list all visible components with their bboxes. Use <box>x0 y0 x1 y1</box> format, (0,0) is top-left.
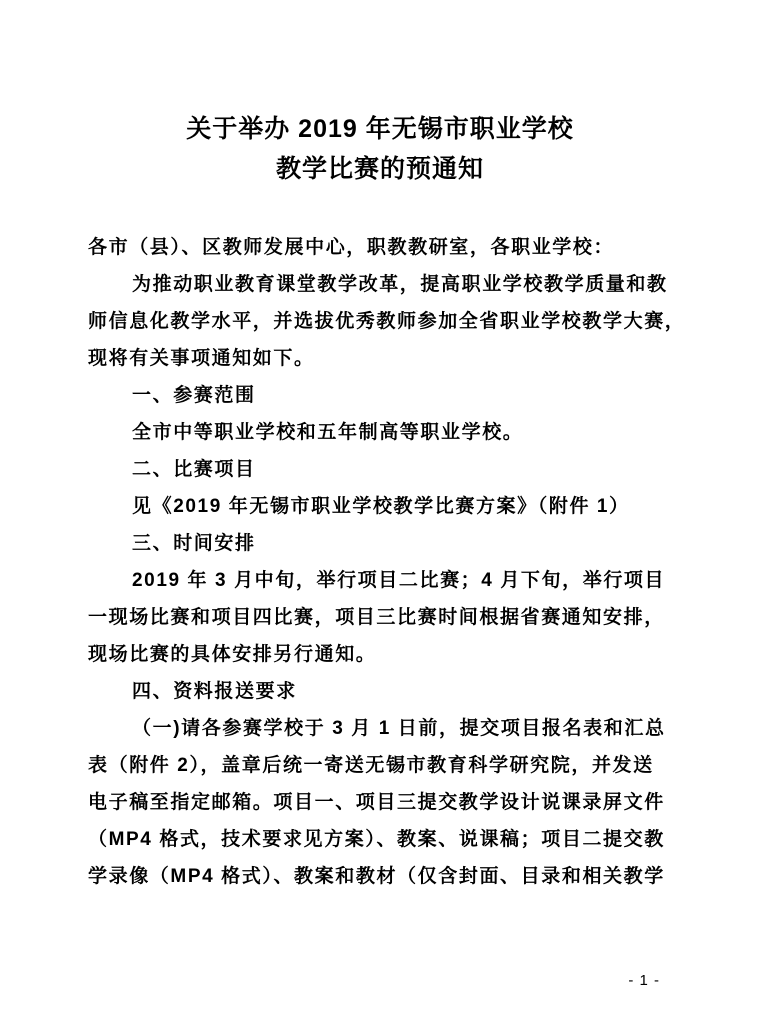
document-line: （MP4 格式，技术要求见方案）、教案、说课稿；项目二提交教 <box>88 829 665 850</box>
document-line: 二、比赛项目 <box>132 459 256 480</box>
document-line: 师信息化教学水平，并选拔优秀教师参加全省职业学校教学大赛， <box>88 311 686 332</box>
document-line: 现场比赛的具体安排另行通知。 <box>88 644 377 665</box>
document-title-line-2: 教学比赛的预通知 <box>275 155 484 183</box>
document-line: 全市中等职业学校和五年制高等职业学校。 <box>132 422 524 443</box>
document-line: 见《2019 年无锡市职业学校教学比赛方案》（附件 1） <box>132 496 630 517</box>
document-line: 为推动职业教育课堂教学改革，提高职业学校教学质量和教 <box>132 274 668 295</box>
document-line: 一现场比赛和项目四比赛，项目三比赛时间根据省赛通知安排， <box>88 607 665 628</box>
document-body <box>88 229 686 895</box>
document-line: 四、资料报送要求 <box>132 681 297 702</box>
document-line: 一、参赛范围 <box>132 385 256 406</box>
document-line: 2019 年 3 月中旬，举行项目二比赛；4 月下旬，举行项目 <box>132 570 666 591</box>
document-title-line-1: 关于举办 2019 年无锡市职业学校 <box>186 115 574 143</box>
document-line: 各市（县）、区教师发展中心，职教教研室，各职业学校： <box>88 237 615 258</box>
document-line: （一)请各参赛学校于 3 月 1 日前，提交项目报名表和汇总 <box>132 718 666 739</box>
document-line: 学录像（MP4 格式）、教案和教材（仅含封面、目录和相关教学 <box>88 866 665 887</box>
document-line: 电子稿至指定邮箱。项目一、项目三提交教学设计说课录屏文件 <box>88 792 665 813</box>
document-line: 三、时间安排 <box>132 533 256 554</box>
document-title <box>90 109 670 189</box>
document-line: 表（附件 2），盖章后统一寄送无锡市教育科学研究院，并发送 <box>88 755 654 776</box>
page-number: - 1 - <box>628 972 660 989</box>
document-line: 现将有关事项通知如下。 <box>88 348 315 369</box>
